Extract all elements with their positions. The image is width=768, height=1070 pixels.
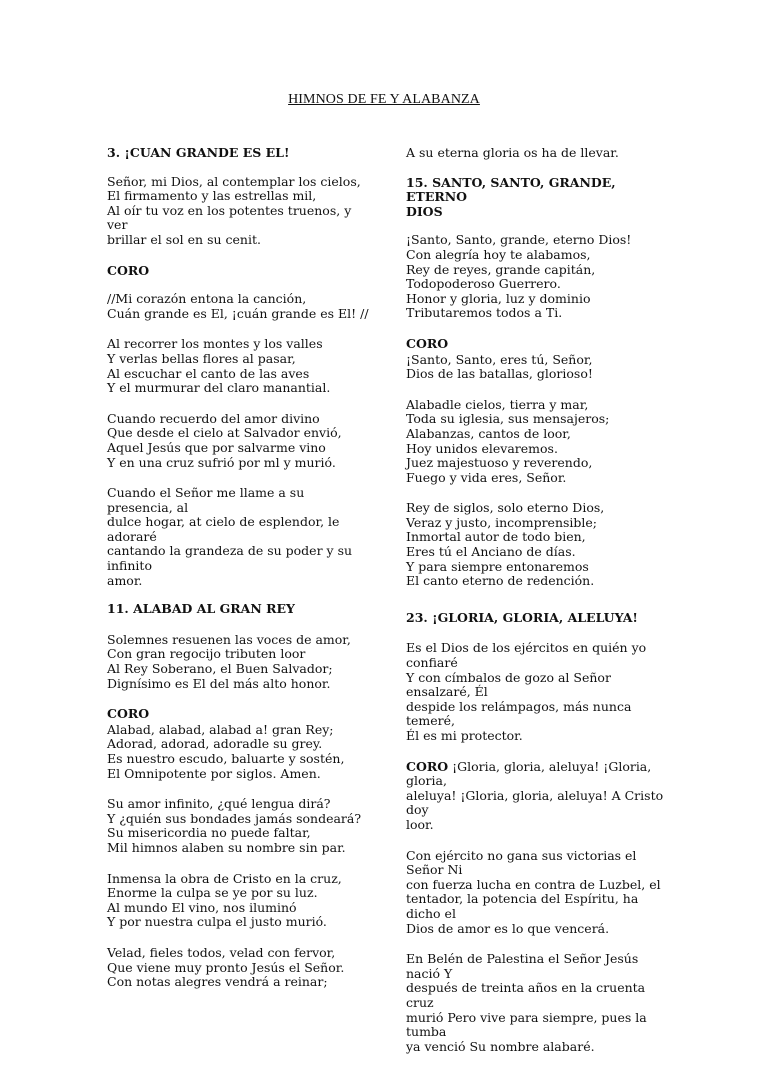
- verse-line: despide los relámpagos, más nunca temeré,: [406, 698, 636, 729]
- hymn-3-verse-4: [107, 486, 369, 588]
- verse-line: Honor y gloria, luz y dominio: [406, 290, 591, 306]
- hymn-15-coro-label: CORO: [406, 335, 449, 351]
- verse-line: Dios de amor es lo que vencerá.: [406, 920, 610, 936]
- hymn-11-continuation: [406, 146, 666, 161]
- verse-line: Rey de siglos, solo eterno Dios,: [406, 500, 605, 516]
- hymn-15-verse-2: [406, 398, 666, 486]
- verse-line: Es el Dios de los ejércitos en quién yo confiaré: [406, 640, 651, 671]
- verse-line: Fuego y vida eres, Señor.: [406, 469, 567, 485]
- verse-line: El Omnipotente por siglos. Amen.: [107, 765, 321, 781]
- verse-line: Y el murmurar del claro manantial.: [107, 380, 331, 396]
- heading-line: 15. SANTO, SANTO, GRANDE, ETERNO: [406, 174, 620, 205]
- verse-line: Mil himnos alaben su nombre sin par.: [107, 839, 346, 855]
- verse-line: Solemnes resuenen las voces de amor,: [107, 631, 351, 647]
- verse-line: Dios de las batallas, glorioso!: [406, 366, 593, 382]
- hymn-23-verse-2: [406, 849, 666, 937]
- verse-line: Aquel Jesús que por salvarme vino: [107, 439, 326, 455]
- hymn-3-coro-label: CORO: [107, 262, 150, 278]
- verse-line: con fuerza lucha en contra de Luzbel, el: [406, 876, 661, 892]
- right-column: [406, 146, 666, 1070]
- verse-line: Inmensa la obra de Cristo en la cruz,: [107, 870, 342, 886]
- verse-line: dulce hogar, at cielo de esplendor, le adoraré: [107, 514, 344, 544]
- hymn-11-coro: [107, 723, 369, 781]
- verse-line: Su misericordia no puede faltar,: [107, 825, 311, 841]
- verse-line: Tributaremos todos a Ti.: [406, 305, 563, 321]
- verse-line: Toda su iglesia, sus mensajeros;: [406, 411, 610, 427]
- verse-line: Y por nuestra culpa el justo murió.: [107, 914, 327, 930]
- hymn-3-coro: [107, 292, 369, 321]
- hymn-11-verse-4: [107, 946, 369, 990]
- verse-line: Que desde el cielo at Salvador envió,: [107, 425, 342, 441]
- verse-line: Juez majestuoso y reverendo,: [406, 455, 593, 471]
- verse-line: Rey de reyes, grande capitán,: [406, 261, 596, 277]
- hymn-15-coro: [406, 353, 666, 382]
- verse-line: [406, 760, 666, 789]
- verse-line: Alabad, alabad, alabad a! gran Rey;: [107, 721, 334, 737]
- verse-line: Él es mi protector.: [406, 728, 523, 743]
- verse-line: Inmortal autor de todo bien,: [406, 529, 586, 545]
- heading-line: DIOS: [406, 203, 443, 219]
- verse-line: Cuán grande es El, ¡cuán grande es El! //: [107, 305, 369, 321]
- verse-line: loor.: [406, 816, 434, 832]
- hymn-15-verse-3: [406, 501, 666, 589]
- page-title: HIMNOS DE FE Y ALABANZA: [288, 92, 480, 107]
- verse-line: Con notas alegres vendrá a reinar;: [107, 974, 328, 990]
- verse-line: ¡Santo, Santo, eres tú, Señor,: [406, 351, 593, 367]
- coro-text: ¡Gloria, gloria, aleluya! ¡Gloria, gloria,: [406, 758, 656, 789]
- verse-line: Cuando el Señor me llame a su presencia, al: [107, 485, 309, 515]
- verse-line: brillar el sol en su cenit.: [107, 231, 261, 247]
- verse-line: Al Rey Soberano, el Buen Salvador;: [107, 661, 333, 677]
- verse-line: Velad, fieles todos, velad con fervor,: [107, 944, 336, 960]
- hymn-3-verse-3: [107, 412, 369, 470]
- verse-line: //Mi corazón entona la canción,: [107, 291, 307, 307]
- hymn-23-coro: [406, 760, 666, 833]
- verse-line: El canto eterno de redención.: [406, 573, 595, 589]
- hymn-3-verse-1: [107, 175, 369, 248]
- hymn-3-verse-2: [107, 337, 369, 395]
- verse-line: Al escuchar el canto de las aves: [107, 365, 310, 381]
- verse-line: Que viene muy pronto Jesús el Señor.: [107, 959, 345, 975]
- hymn-23-coro-label: CORO: [406, 758, 449, 774]
- hymn-23-heading: 23. ¡GLORIA, GLORIA, ALELUYA!: [406, 609, 638, 625]
- verse-line: Y con címbalos de gozo al Señor ensalzaré, Él: [406, 669, 615, 700]
- verse-line: Y para siempre entonaremos: [406, 558, 589, 574]
- hymn-3-heading: 3. ¡CUAN GRANDE ES EL!: [107, 145, 290, 160]
- verse-line: Su amor infinito, ¿qué lengua dirá?: [107, 796, 331, 812]
- verse-line: En Belén de Palestina el Señor Jesús nació Y: [406, 951, 643, 981]
- verse-line: Alabadle cielos, tierra y mar,: [406, 396, 589, 412]
- verse-line: amor.: [107, 572, 143, 588]
- verse-line: después de treinta años en la cruenta cruz: [406, 980, 650, 1010]
- verse-line: Cuando recuerdo del amor divino: [107, 410, 320, 426]
- verse-line: Hoy unidos elevaremos.: [406, 440, 558, 456]
- verse-line: El firmamento y las estrellas mil,: [107, 188, 317, 204]
- verse-line: A su eterna gloria os ha de llevar.: [406, 145, 619, 160]
- verse-line: Todopoderoso Guerrero.: [406, 276, 561, 292]
- verse-line: Con alegría hoy te alabamos,: [406, 246, 591, 262]
- hymn-11-coro-label: CORO: [107, 706, 150, 722]
- hymn-11-heading: 11. ALABAD AL GRAN REY: [107, 601, 295, 617]
- hymn-11-verse-1: [107, 633, 369, 691]
- hymn-23-verse-1: [406, 641, 666, 743]
- verse-line: cantando la grandeza de su poder y su infinito: [107, 543, 357, 574]
- left-column: [107, 146, 369, 1006]
- verse-line: ya venció Su nombre alabaré.: [406, 1038, 595, 1054]
- hymn-11-verse-2: [107, 797, 369, 855]
- verse-line: Es nuestro escudo, baluarte y sostén,: [107, 751, 345, 766]
- verse-line: Veraz y justo, incomprensible;: [406, 514, 598, 530]
- verse-line: Alabanzas, cantos de loor,: [406, 425, 571, 441]
- verse-line: Y ¿quién sus bondades jamás sondeará?: [107, 810, 362, 826]
- verse-line: Dignísimo es El del más alto honor.: [107, 675, 331, 691]
- verse-line: Y verlas bellas flores al pasar,: [107, 350, 296, 366]
- hymn-23-verse-3: [406, 952, 666, 1054]
- verse-line: Eres tú el Anciano de días.: [406, 544, 576, 560]
- verse-line: Y en una cruz sufrió por ml y murió.: [107, 454, 336, 470]
- verse-line: Adorad, adorad, adoradle su grey.: [107, 736, 323, 752]
- verse-line: Al mundo El vino, nos iluminó: [107, 899, 297, 915]
- verse-line: Con ejército no gana sus victorias el Señor Ni: [406, 847, 641, 878]
- verse-line: Al oír tu voz en los potentes truenos, y ver: [107, 202, 356, 233]
- hymn-11-verse-3: [107, 872, 369, 930]
- verse-line: Señor, mi Dios, al contemplar los cielos,: [107, 173, 361, 189]
- hymn-15-verse-1: [406, 233, 666, 321]
- verse-line: tentador, la potencia del Espíritu, ha dicho el: [406, 891, 643, 921]
- verse-line: murió Pero vive para siempre, pues la tumba: [406, 1009, 651, 1040]
- verse-line: ¡Santo, Santo, grande, eterno Dios!: [406, 232, 632, 248]
- verse-line: aleluya! ¡Gloria, gloria, aleluya! A Cristo doy: [406, 787, 668, 818]
- verse-line: Al recorrer los montes y los valles: [107, 336, 323, 352]
- verse-line: Con gran regocijo tributen loor: [107, 646, 306, 662]
- verse-line: Enorme la culpa se ye por su luz.: [107, 885, 318, 901]
- hymn-15-heading: [406, 176, 666, 220]
